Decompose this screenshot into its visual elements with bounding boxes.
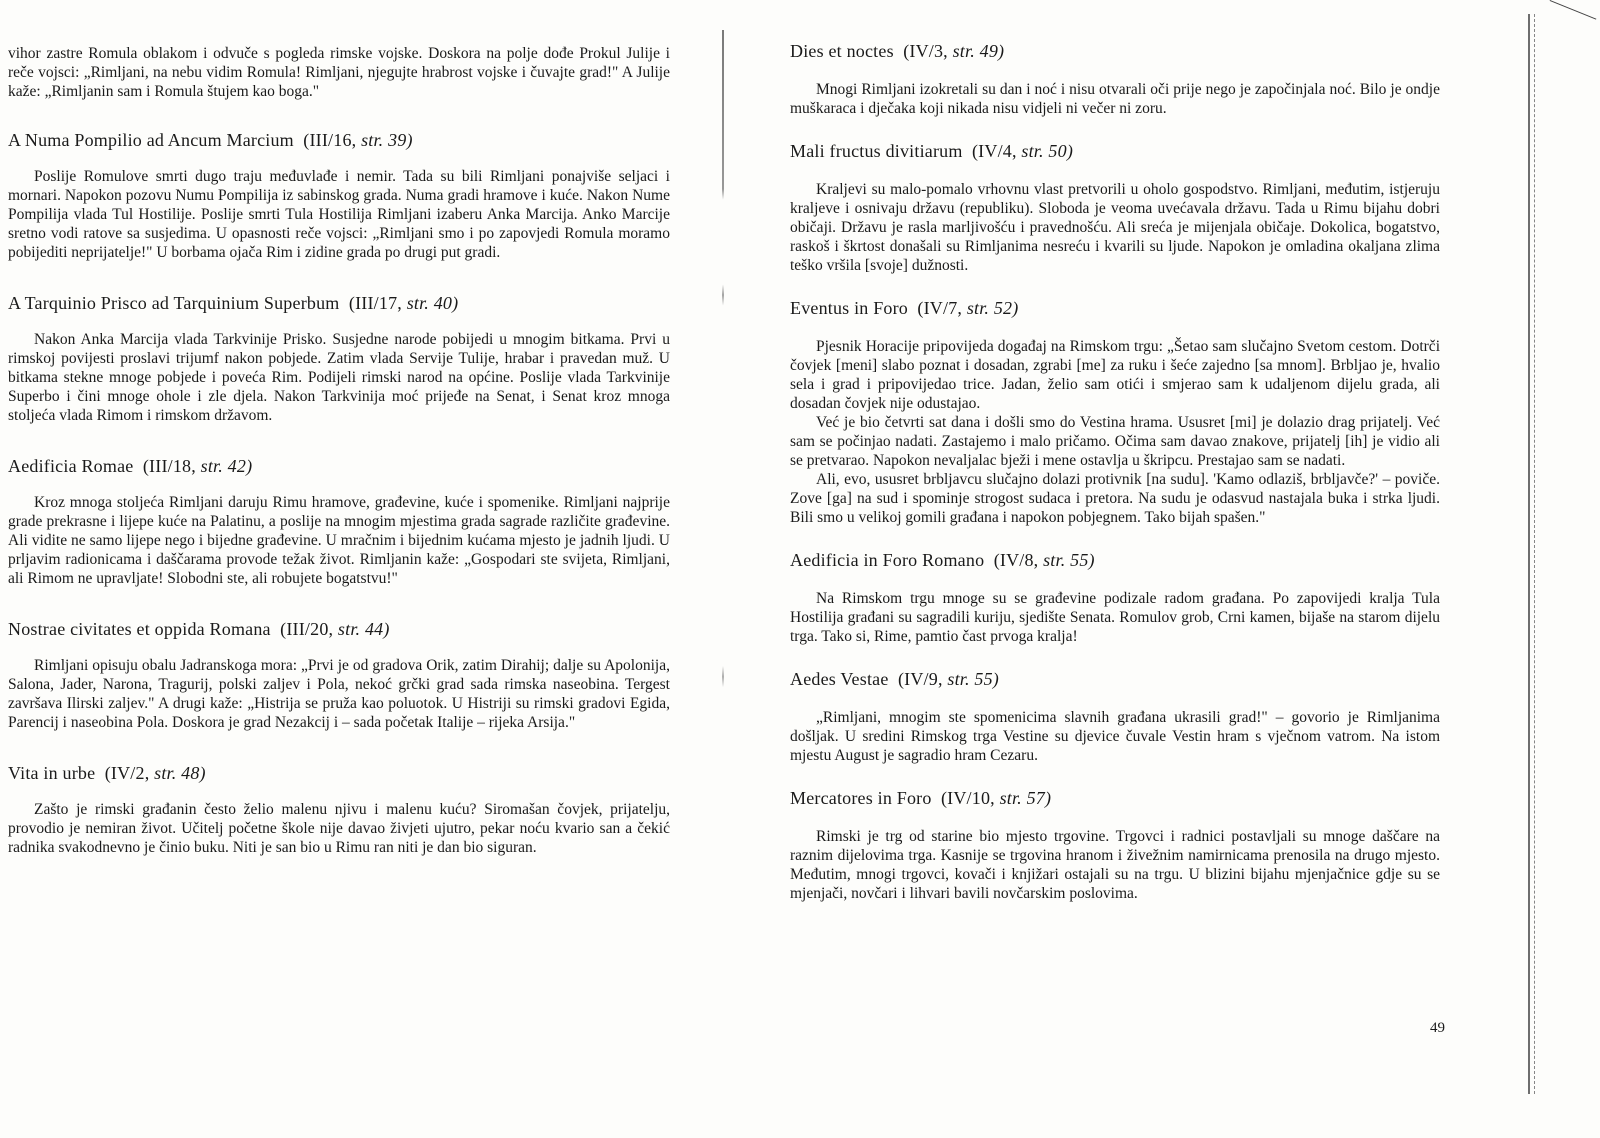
section-ref-page: 55) [974, 669, 999, 689]
section-heading [8, 455, 670, 477]
section-ref-number: (III/16, [303, 130, 357, 150]
section-heading [790, 140, 1440, 162]
section-ref-str: str. [999, 788, 1022, 808]
page-edge [1528, 14, 1535, 1094]
section-ref-str: str. [337, 619, 361, 639]
page-number: 49 [1430, 1020, 1445, 1036]
section-ref-page: 42) [227, 456, 253, 476]
section [8, 129, 670, 262]
section-ref-page: 55) [1070, 550, 1095, 570]
section-paragraph: Rimski je trg od starine bio mjesto trgovine. Trgovci i radnici postavljali su mnoge daščare na raznim dijelovima trga. Kasnije se trgovina hranom i živežnim namirnicama prenosila na drugo mjesto. Međutim, mnogi trgovci, kovači i knjižari ostajali su na trgu. U blizini bijahu mjenjačnice gdje su se mjenjači, novčari i lihvari bavili novčarskim poslovima. [790, 828, 1440, 902]
section-reference [303, 130, 412, 150]
section-heading [790, 787, 1440, 809]
section-ref-number: (III/17, [348, 293, 402, 313]
section-ref-str: str. [947, 669, 970, 689]
intro-paragraph: vihor zastre Romula oblakom i odvuče s pogleda rimske vojske. Doskora na polje dođe Prokul Julije i reče vojsci: „Rimljani, na nebu vidim Romula! Rimljani, njegujte hrabrost vojske i čuvajte grad!" A Julije kaže: „Rimljanin sam i Romula štujem kao boga." [8, 45, 670, 100]
section-ref-str: str. [361, 130, 384, 150]
section-heading [790, 40, 1440, 62]
section-ref-str: str. [1043, 550, 1066, 570]
section-ref-page: 50) [1048, 141, 1074, 161]
section-reference [898, 669, 999, 689]
section-heading [790, 549, 1440, 571]
section-ref-number: (IV/9, [897, 669, 943, 689]
page-corner [1542, 0, 1596, 38]
section-heading [790, 297, 1440, 319]
section-paragraph: Poslije Romulove smrti dugo traju međuvlađe i nemir. Tada su bili Rimljani ponajviše seljaci i mornari. Napokon pozovu Numu Pompilija iz sabinskog grada. Numa gradi hramove i kuće. Nakon Nume Pompilija vlada Tul Hostilije. Poslije smrti Tula Hostilija Rimljani izaberu Anka Marcija. Anko Marcije sretno vodi ratove sa susjedima. U opasnosti reče vojsci: „Rimljani smo i po zapovjedi Romula moramo pobijediti neprijatelje!" U borbama ojača Rim i zidine grada po drugi put gradi. [8, 168, 670, 261]
section [790, 297, 1440, 527]
section-paragraph: Pjesnik Horacije pripovijeda događaj na Rimskom trgu: „Šetao sam slučajno Svetom cestom. Dotrči čovjek [meni] slabo poznat i dosadan, zgrabi [me] za ruku i šeće zajedno [sa mnom]. Brbljao je, hvalio sela i grad i pripovijedao trice. Jadan, želio sam otići i smjerao sam k udaljenom dijelu grada, ali dosadan čovjek nije odustajao. [790, 338, 1440, 412]
section-title: Dies et noctes [790, 41, 894, 61]
section [790, 140, 1440, 275]
section-ref-str: str. [952, 41, 975, 61]
section-ref-str: str. [406, 293, 430, 313]
section-title: Eventus in Foro [790, 298, 908, 318]
section-title: A Tarquinio Prisco ad Tarquinium Superbum [8, 293, 340, 313]
section-reference [994, 550, 1095, 570]
section-ref-page: 57) [1026, 788, 1052, 808]
section [8, 455, 670, 588]
section-paragraph: Već je bio četvrti sat dana i došli smo do Vestina hrama. Ususret [mi] je dolazio drag prijatelj. Već sam se počinjao nadati. Zastajemo i malo pričamo. Očima sam davao znakove, prijatelj [ih] je vidio ali se pretvarao. Napokon nevaljalac bježi i mene ostavlja u škripcu. Prestajao sam se nadati. [790, 414, 1440, 469]
right-sections [790, 40, 1440, 903]
section-title: Nostrae civitates et oppida Romana [8, 619, 271, 639]
section-paragraph: Nakon Anka Marcija vlada Tarkvinije Prisko. Susjedne narode pobijedi u mnogim bitkama. Prvi u rimskoj povijesti proslavi trijumf nakon pobjede. Zatim vlada Servije Tulije, hrabar i pravedan muž. U bitkama stekne mnoge pobjede i poveća Rim. Podijeli rimski narod na općine. Poslije vlada Tarkvinije Superbo i čini mnoge ohole i zle djela. Nakon Tarkvinija moć prijeđe na Senat, i Senat kroz mnoga stoljeća vlada Rimom i rimskom državom. [8, 331, 670, 424]
section-heading [8, 292, 670, 314]
section-heading [8, 618, 670, 640]
section-reference [972, 141, 1073, 161]
section-paragraph: Zašto je rimski građanin često želio malenu njivu i malenu kuću? Siromašan čovjek, prijatelju, provodio je nemiran život. Učitelj početne škole nije davao živjeti ujutro, pekar noću kvario san a čekić radnika svakodnevno je činio buku. Niti je san bio u Rimu ran niti je dan bio siguran. [8, 801, 670, 856]
section-reference [105, 763, 206, 783]
section-title: Mali fructus divitiarum [790, 141, 963, 161]
section-ref-number: (IV/8, [993, 550, 1039, 570]
section-ref-str: str. [154, 763, 177, 783]
section-heading [8, 129, 670, 151]
section-ref-number: (IV/10, [940, 788, 995, 808]
section-ref-number: (IV/3, [903, 41, 948, 61]
right-page [760, 0, 1500, 1138]
section-heading [790, 668, 1440, 690]
section-ref-number: (III/18, [142, 456, 196, 476]
section-reference [349, 293, 458, 313]
section-reference [280, 619, 389, 639]
section [8, 618, 670, 732]
section-ref-str: str. [966, 298, 990, 318]
section [8, 762, 670, 857]
book-gutter [722, 30, 724, 1090]
section-ref-str: str. [1021, 141, 1044, 161]
section [8, 292, 670, 425]
section [790, 40, 1440, 118]
section-title: Aedificia in Foro Romano [790, 550, 985, 570]
section-title: A Numa Pompilio ad Ancum Marcium [8, 130, 294, 150]
section-ref-page: 49) [979, 41, 1005, 61]
section-title: Mercatores in Foro [790, 788, 932, 808]
section-ref-page: 52) [993, 298, 1019, 318]
section-ref-page: 40) [433, 293, 459, 313]
section-ref-number: (III/20, [280, 619, 334, 639]
section [790, 668, 1440, 765]
section-ref-page: 39) [388, 130, 413, 150]
section-ref-number: (IV/4, [971, 141, 1017, 161]
section-paragraph: Ali, evo, ususret brbljavcu slučajno dolazi protivnik [na sudu]. 'Kamo odlaziš, brbljavče?' – poviče. Zove [ga] na sud i spominje strogost sudaca i pretora. Na sudu je odasvud nastajala buka i strka ljudi. Bili smo u velikoj gomili građana i napokon pobjegnem. Tako bijah spašen." [790, 471, 1440, 526]
section-reference [917, 298, 1018, 318]
section-ref-str: str. [200, 456, 223, 476]
section [790, 549, 1440, 646]
section-paragraph: Rimljani opisuju obalu Jadranskoga mora: „Prvi je od gradova Orik, zatim Dirahij; dalje su Apolonija, Salona, Jader, Narona, Tragurij, polski zaljev i Pola, nekoć grčki grad sada rimska naseobina. Tergest završava Ilirski zaljev." A drugi kaže: „Histrija se pruža kao poluotok. U Histriji su rimski gradovi Egida, Parencij i naseobina Pola. Doskora je grad Nezakcij i – sada početak Italije – rijeka Arsija." [8, 657, 670, 731]
section [790, 787, 1440, 903]
section-title: Aedes Vestae [790, 669, 889, 689]
section-paragraph: Mnogi Rimljani izokretali su dan i noć i nisu otvarali oči prije nego je započinjala noć. Bilo je ondje muškaraca i dječaka koji nikada nisu vidjeli ni večer ni zoru. [790, 81, 1440, 117]
section-paragraph: „Rimljani, mnogim ste spomenicima slavnih građana ukrasili grad!" – govorio je Rimljanima došljak. U sredini Rimskog trga Vestine su djevice čuvale Vestin hram s vječnom vatrom. Na istom mjestu August je sagradio hram Cezaru. [790, 709, 1440, 764]
section-title: Aedificia Romae [8, 456, 134, 476]
section-ref-page: 48) [181, 763, 206, 783]
left-sections [8, 129, 670, 857]
section-ref-number: (IV/7, [917, 298, 963, 318]
section-paragraph: Na Rimskom trgu mnoge su se građevine podizale radom građana. Po zapovijedi kralja Tula Hostilija građani su sagradili kuriju, sjedište Senata. Romulov grob, Crni kamen, bijaše na starom dijelu trga. Tako si, Rime, pamtio čast prvoga kralja! [790, 590, 1440, 645]
section-heading [8, 762, 670, 784]
section-ref-number: (IV/2, [104, 763, 150, 783]
left-page [0, 0, 720, 1138]
section-reference [143, 456, 252, 476]
section-ref-page: 44) [364, 619, 390, 639]
section-reference [903, 41, 1004, 61]
section-reference [941, 788, 1051, 808]
section-paragraph: Kroz mnoga stoljeća Rimljani daruju Rimu hramove, građevine, kuće i spomenike. Rimljani najprije grade prekrasne i lijepe kuće na Palatinu, a poslije na mnogim mjestima grada sagrade različite građevine. Ali vidite ne samo lijepe nego i bijedne građevine. U mračnim i bijednim kućama mjesto je jadnih ljudi. U prljavim radionicama i daščarama provode težak život. Rimljanin kaže: „Gospodari ste svijeta, Rimljani, ali Rimom ne upravljate! Slobodni ste, ali robujete bogatstvu!" [8, 494, 670, 587]
section-title: Vita in urbe [8, 763, 96, 783]
section-paragraph: Kraljevi su malo-pomalo vrhovnu vlast pretvorili u oholo gospodstvo. Rimljani, međutim, istjeruju kraljeve i osnivaju državu (republiku). Sloboda je veoma uvećavala državu. Tada u Rimu bijahu dobri običaji. Državu je rasla marljivošću i pravednošću. Ali sreća je mijenjala običaje. Dokolica, bogatstvo, raskoš i škrtost donašali su Rimljanima nesreću i kvarili su ljude. Napokon je omladina okaljana zlima teško vršila [svoje] dužnosti. [790, 181, 1440, 274]
